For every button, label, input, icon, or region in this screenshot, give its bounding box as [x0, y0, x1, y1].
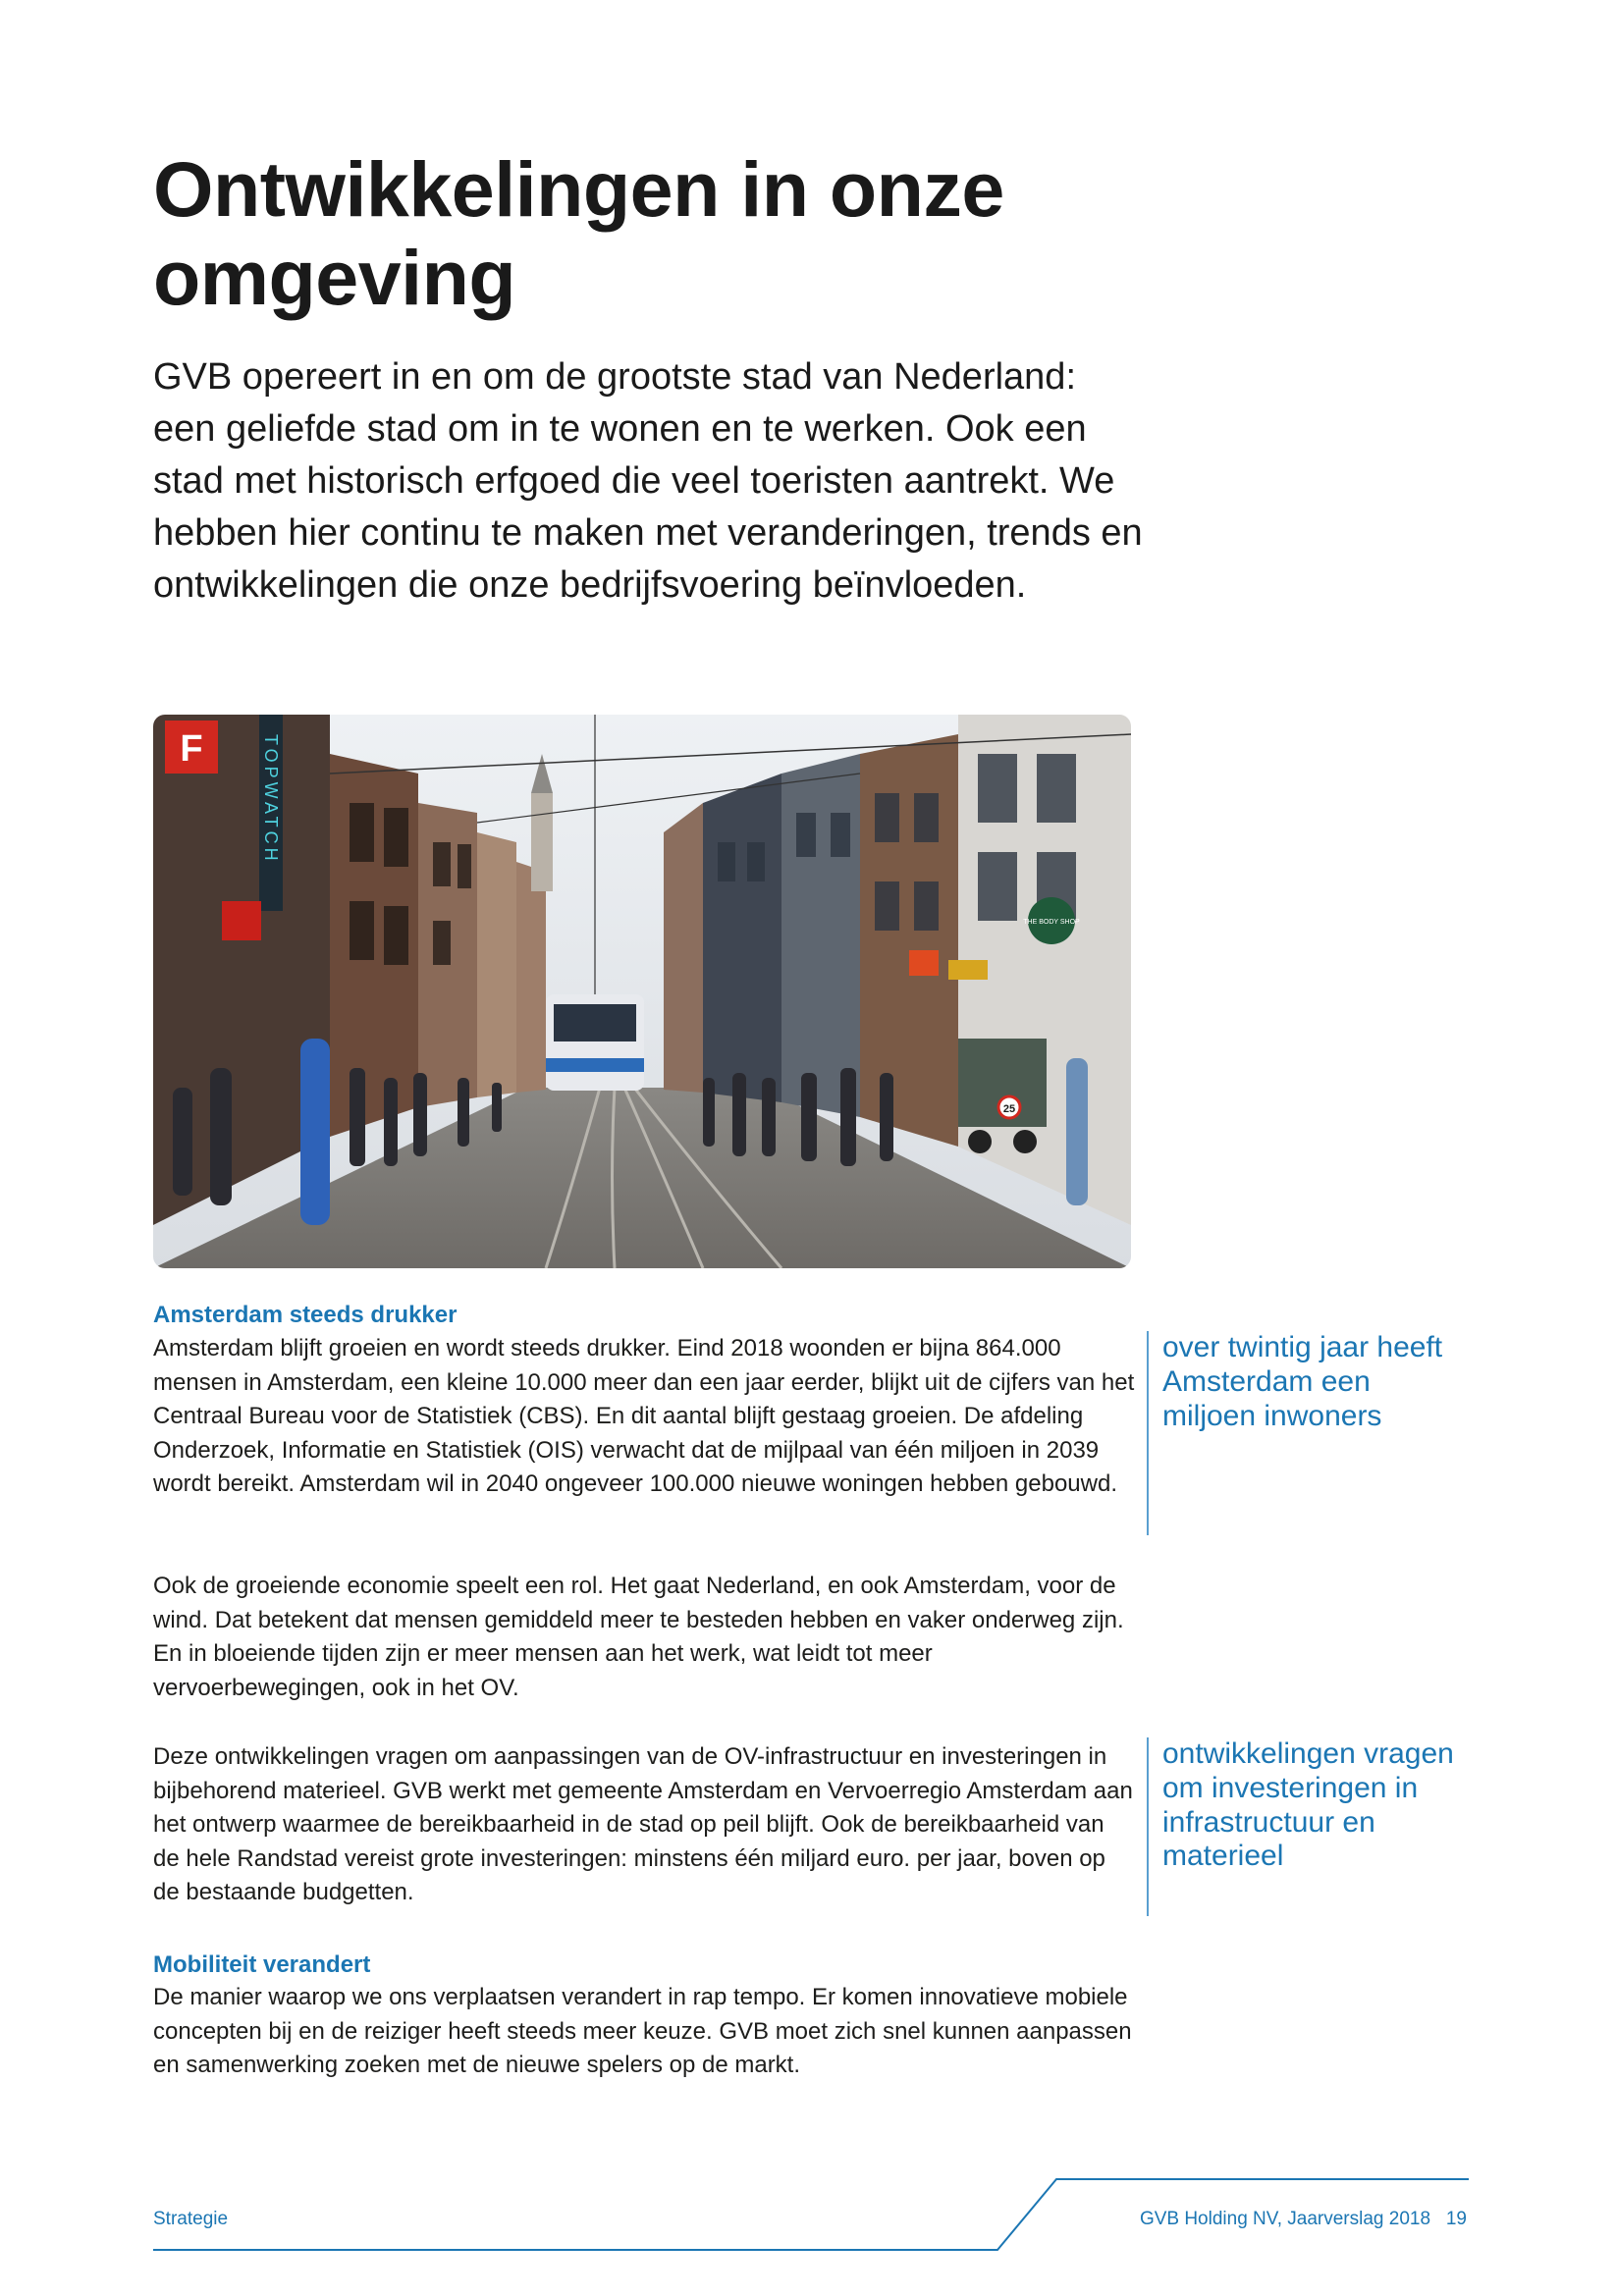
footer-publication-title: GVB Holding NV, Jaarverslag 2018: [1139, 2209, 1431, 2229]
pullquote-inwoners: over twintig jaar heeft Amsterdam een miljoen inwoners: [1147, 1331, 1457, 1535]
page-title: Ontwikkelingen in onze omgeving: [153, 145, 1004, 321]
speed-sign-text: 25: [1002, 1103, 1016, 1115]
intro-paragraph: GVB opereert in en om de grootste stad van Nederland: een geliefde stad om in te wonen en te werken. Ook een stad met historisch erfgoed die veel toeristen aantrekt. We hebben hier continu te maken met veranderingen, trends en ontwikkelingen die onze bedrijfsvoering beïnvloeden.: [153, 356, 1143, 606]
street-photo: [153, 715, 1131, 1268]
footer-publication: [1140, 2209, 1467, 2230]
paragraph-drukker-3: Deze ontwikkelingen vragen om aanpassingen van de OV-infrastructuur en investeringen in bijbehorend materieel. GVB werkt met gemeente Amsterdam en Vervoerregio Amsterdam aan het ontwerp waarmee de bereikbaarheid in de stad op peil blijft. Ook de bereikbaarheid van de hele Randstad vereist grote investeringen: minstens één miljard euro. per jaar, boven op de bestaande budgetten.: [153, 1743, 1133, 1906]
pullquote-investeringen: ontwikkelingen vragen om investeringen in infrastructuur en materieel: [1147, 1737, 1467, 1916]
section-heading-mobiliteit: Mobiliteit verandert: [153, 1951, 371, 1978]
f-sign-text: F: [180, 728, 203, 770]
body-shop-sign-text: THE BODY SHOP: [1023, 919, 1080, 926]
footer-section-label: Strategie: [153, 2209, 229, 2229]
paragraph-drukker-1: Amsterdam blijft groeien en wordt steeds drukker. Eind 2018 woonden er bijna 864.000 mensen in Amsterdam, een kleine 10.000 meer dan een jaar eerder, blijkt uit de cijfers van het Centraal Bureau voor de Statistiek (CBS). En dit aantal blijft gestaag groeien. De afdeling Onderzoek, Informatie en Statistiek (OIS) verwacht dat de mijlpaal van één miljoen in 2039 wordt bereikt. Amsterdam wil in 2040 ongeveer 100.000 nieuwe woningen hebben gebouwd.: [153, 1335, 1135, 1498]
paragraph-drukker-2: Ook de groeiende economie speelt een rol. Het gaat Nederland, en ook Amsterdam, voor de wind. Dat betekent dat mensen gemiddeld meer te besteden hebben en vaker onderweg zijn. En in bloeiende tijden zijn er meer mensen aan het werk, wat leidt tot meer vervoerbewegingen, ook in het OV.: [153, 1573, 1124, 1701]
page-number: 19: [1445, 2209, 1467, 2229]
paragraph-mobiliteit-1: De manier waarop we ons verplaatsen verandert in rap tempo. Er komen innovatieve mobiele concepten bij en de reiziger heeft steeds meer keuze. GVB moet zich snel kunnen aanpassen en samenwerking zoeken met de nieuwe spelers op de markt.: [153, 1984, 1132, 2079]
topwatch-sign-text: TOPWATCH: [261, 734, 281, 865]
section-heading-drukker: Amsterdam steeds drukker: [153, 1302, 458, 1328]
